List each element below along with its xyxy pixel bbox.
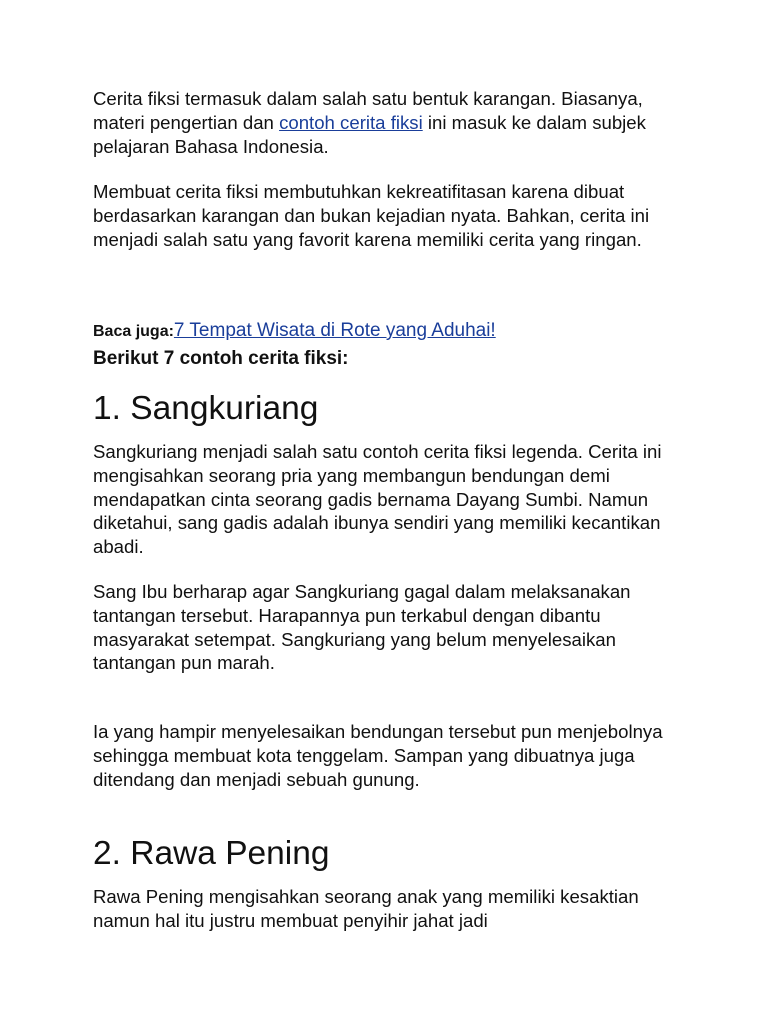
sangkuriang-paragraph-1: Sangkuriang menjadi salah satu contoh cerita fiksi legenda. Cerita ini mengisahkan seorang pria yang membangun bendungan demi mendapatkan cinta seorang gadis bernama Dayang Sumbi. Namun diketahui, sang gadis adalah ibunya sendiri yang memiliki kecantikan abadi. (93, 441, 662, 558)
baca-juga-link[interactable]: 7 Tempat Wisata di Rote yang Aduhai! (173, 320, 496, 341)
intro-paragraph-2: Membuat cerita fiksi membutuhkan kekreatifitasan karena dibuat berdasarkan karangan dan bukan kejadian nyata. Bahkan, cerita ini menjadi salah satu yang favorit karena memiliki cerita yang ringan. (93, 181, 650, 250)
section-heading-sangkuriang: 1. Sangkuriang (93, 390, 319, 427)
contoh-cerita-fiksi-link[interactable]: contoh cerita fiksi (279, 111, 423, 133)
intro-paragraph-1 (93, 87, 680, 158)
baca-juga-label: Baca juga: (93, 323, 174, 340)
sangkuriang-paragraph-2: Sang Ibu berharap agar Sangkuriang gagal dalam melaksanakan tantangan tersebut. Harapannya pun terkabul dengan dibantu masyarakat setempat. Sangkuriang yang belum menyelesaikan tantangan pun marah. (93, 581, 631, 674)
intro-text-before-link: Cerita fiksi termasuk dalam salah satu bentuk karangan. Biasanya, materi pengertian dan (93, 88, 643, 133)
intro-text-after-link: ini masuk ke dalam subjek pelajaran Bahasa Indonesia. (93, 111, 646, 157)
berikut-heading: Berikut 7 contoh cerita fiksi: (93, 348, 349, 369)
sangkuriang-paragraph-3: Ia yang hampir menyelesaikan bendungan tersebut pun menjebolnya sehingga membuat kota tenggelam. Sampan yang dibuatnya juga ditendang dan menjadi sebuah gunung. (93, 721, 663, 790)
rawa-pening-paragraph-1: Rawa Pening mengisahkan seorang anak yang memiliki kesaktian namun hal itu justru membuat penyihir jahat jadi (93, 886, 639, 931)
baca-juga-line (93, 320, 708, 342)
section-heading-rawa-pening: 2. Rawa Pening (93, 835, 330, 872)
